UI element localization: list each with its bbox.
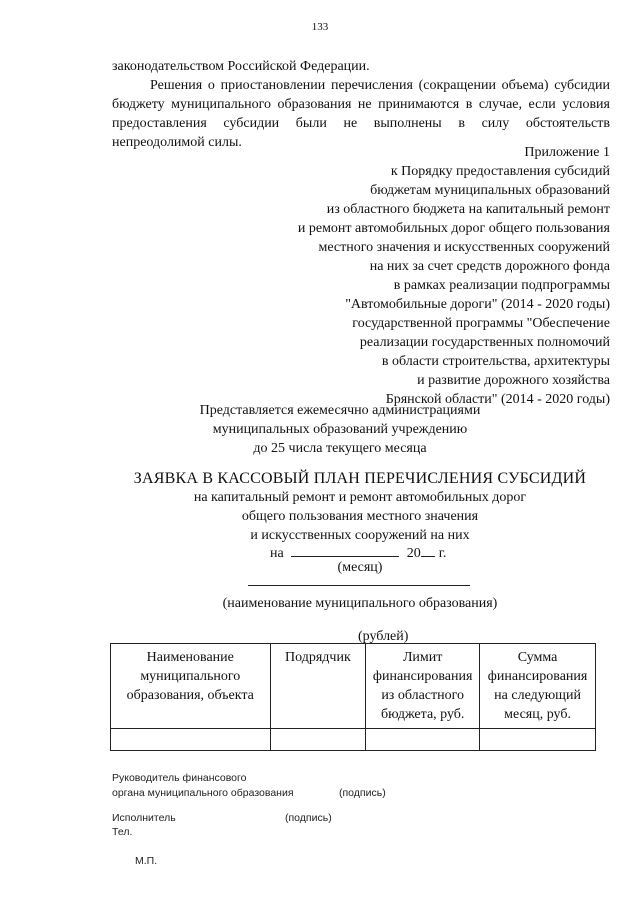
stamp-label: М.П. xyxy=(135,855,158,867)
head-signature-field: (подпись) xyxy=(339,787,386,799)
phone-label: Тел. xyxy=(112,826,133,838)
appendix-line: в рамках реализации подпрограммы xyxy=(393,278,610,293)
month-blank[interactable] xyxy=(291,542,399,557)
appendix-line: государственной программы "Обеспечение xyxy=(352,316,610,331)
units-label: (рублей) xyxy=(358,629,409,644)
subsidy-table xyxy=(110,643,596,751)
submission-note xyxy=(170,401,510,458)
submission-note-line: муниципальных образований учреждению xyxy=(212,422,468,437)
appendix-line: Брянской области" (2014 - 2020 годы) xyxy=(385,392,610,407)
submission-note-line: до 25 числа текущего месяца xyxy=(253,441,427,456)
page-number: 133 xyxy=(311,21,329,33)
appendix-line: в области строительства, архитектуры xyxy=(381,354,610,369)
table-cell[interactable] xyxy=(270,729,366,751)
appendix-line: реализации государственных полномочий xyxy=(359,335,610,350)
table-header-limit: Лимит финансирования из областного бюджета, руб. xyxy=(366,644,480,729)
table-header-contractor: Подрядчик xyxy=(270,644,366,729)
appendix-line: и ремонт автомобильных дорог общего пользования xyxy=(297,221,610,236)
form-heading xyxy=(100,469,620,489)
date-prefix: на xyxy=(270,546,284,561)
executor-signature-field: (подпись) xyxy=(285,812,332,824)
municipality-caption: (наименование муниципального образования) xyxy=(222,596,498,611)
submission-note-line: Представляется ежемесячно администрациями xyxy=(199,403,481,418)
head-signature-label-1: Руководитель финансового xyxy=(112,772,247,784)
table-header-amount: Сумма финансирования на следующий месяц, руб. xyxy=(480,644,596,729)
date-year: 20 xyxy=(406,546,421,561)
appendix-line: на них за счет средств дорожного фонда xyxy=(369,259,610,274)
table-cell[interactable] xyxy=(480,729,596,751)
year-blank[interactable] xyxy=(421,542,435,557)
appendix-line: к Порядку предоставления субсидий xyxy=(390,164,610,179)
month-caption: (месяц) xyxy=(337,560,383,575)
appendix-line: бюджетам муниципальных образований xyxy=(370,183,610,198)
municipality-blank[interactable] xyxy=(248,585,470,586)
form-subtitle xyxy=(100,488,620,545)
appendix-block xyxy=(250,143,610,409)
appendix-line: местного значения и искусственных сооружений xyxy=(318,240,610,255)
form-title: ЗАЯВКА В КАССОВЫЙ ПЛАН ПЕРЕЧИСЛЕНИЯ СУБСИДИЙ xyxy=(133,470,587,487)
date-suffix: г. xyxy=(438,546,447,561)
appendix-title: Приложение 1 xyxy=(524,145,610,160)
paragraph-decisions: Решения о приостановлении перечисления (сокращении объема) субсидии бюджету муниципального образования не принимаются в случае, если условия предоставления субсидии были не выполнены в силу обстоятельств непреодолимой силы. xyxy=(112,78,610,150)
appendix-line: "Автомобильные дороги" (2014 - 2020 годы) xyxy=(345,297,610,312)
table-cell[interactable] xyxy=(111,729,271,751)
head-signature-label-2: органа муниципального образования xyxy=(112,787,294,799)
table-header-row xyxy=(111,644,596,729)
appendix-line: из областного бюджета на капитальный ремонт xyxy=(326,202,610,217)
paragraph-continuation: законодательством Российской Федерации. xyxy=(112,59,370,74)
appendix-line: и развитие дорожного хозяйства xyxy=(417,373,610,388)
form-subtitle-line: и искусственных сооружений на них xyxy=(250,528,470,543)
form-subtitle-line: на капитальный ремонт и ремонт автомобильных дорог xyxy=(193,490,527,505)
table-header-municipality: Наименование муниципального образования, объекта xyxy=(111,644,271,729)
table-cell[interactable] xyxy=(366,729,480,751)
table-row xyxy=(111,729,596,751)
executor-label: Исполнитель xyxy=(112,812,176,824)
form-subtitle-line: общего пользования местного значения xyxy=(241,509,479,524)
